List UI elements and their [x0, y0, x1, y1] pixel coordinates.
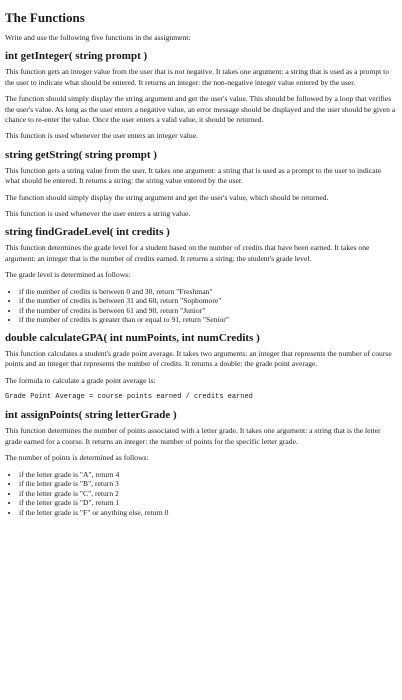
section-paragraph: The function should simply display the string argument and get the user's value, which should be returned. — [5, 192, 329, 202]
grade-level-list — [5, 287, 396, 325]
letter-grade-points-list — [5, 470, 396, 518]
list-item: • if the number of credits is between 31 and 60, return "Sophomore" — [19, 296, 396, 306]
list-item: • if the number of credits is greater than or equal to 91, return "Senior" — [19, 315, 396, 325]
section-heading-assignpoints: int assignPoints( string letterGrade ) — [5, 409, 177, 422]
section-heading-getstring: string getString( string prompt ) — [5, 148, 157, 161]
section-paragraph: This function calculates a student's grade point average. It takes two arguments: an integer that represents the number of course points and an integer that represents the number of credits. It returns a double: the grade point average. — [5, 349, 392, 369]
section-paragraph: This function gets an integer value from the user that is not negative. It takes one argument: a string that is used as a prompt to the user to indicate what should be entered. It returns an integer: the non-negative integer value entered by the user. — [5, 67, 390, 87]
section-paragraph: The function should simply display the string argument and get the user's value. This should be followed by a loop that verifies the user's value. As long as the user enters a negative value, an error message should be displayed and the user should be given a chance to re-enter the value. Once the user enters a valid value, it should be returned. — [5, 94, 396, 125]
list-item: • if the letter grade is "A", return 4 — [19, 470, 396, 480]
page-title: The Functions — [5, 10, 85, 25]
list-item: • if the letter grade is "C", return 2 — [19, 489, 396, 499]
section-paragraph: This function determines the number of points associated with a letter grade. It takes one argument: a string that is the letter grade earned for a course. It returns an integer: the number of points for the specific letter grade. — [5, 426, 381, 446]
section-paragraph: This function determines the grade level for a student based on the number of credits that have been earned. It takes one argument: an integer that is the number of credits earned. It returns a string: the student's grade level. — [5, 243, 370, 263]
list-item: • if the number of credits is between 0 and 30, return "Freshman" — [19, 287, 396, 297]
section-paragraph: The number of points is determined as follows: — [5, 453, 149, 463]
section-paragraph: The grade level is determined as follows: — [5, 270, 131, 280]
section-paragraph: The formula to calculate a grade point average is: — [5, 375, 156, 385]
section-heading-findgradelevel: string findGradeLevel( int credits ) — [5, 226, 170, 239]
section-heading-getinteger: int getInteger( string prompt ) — [5, 50, 148, 63]
section-paragraph: This function gets a string value from the user. It takes one argument: a string that is used as a prompt to the user to indicate what should be entered. It returns a string: the string value entered by the user. — [5, 165, 382, 186]
section-paragraph: This function is used whenever the user enters a string value. — [5, 209, 191, 219]
gpa-formula-code: Grade Point Average = course points earned / credits earned — [5, 393, 253, 402]
list-item: • if the letter grade is "D", return 1 — [19, 498, 396, 508]
intro-text: Write and use the following five functions in the assignment: — [5, 33, 191, 42]
list-item: • if the letter grade is "F" or anything else, return 0 — [19, 508, 396, 518]
section-heading-calculategpa: double calculateGPA( int numPoints, int numCredits ) — [5, 332, 260, 345]
list-item: • if the number of credits is between 61 and 90, return "Junior" — [19, 306, 396, 316]
list-item: • if the letter grade is "B", return 3 — [19, 479, 396, 489]
section-paragraph: This function is used whenever the user enters an integer value. — [5, 131, 198, 141]
